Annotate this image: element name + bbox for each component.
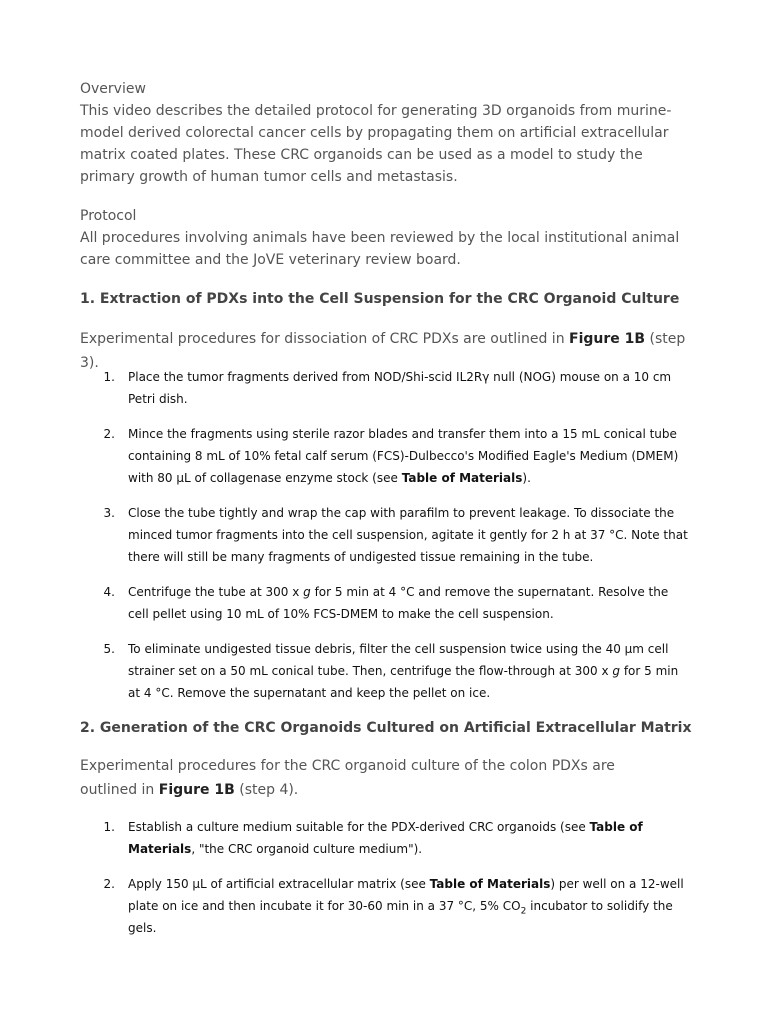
step-text: ). — [522, 471, 531, 485]
step-number: 4. — [103, 585, 115, 599]
step-text: Apply 150 µL of artificial extracellular matrix (see — [128, 877, 430, 891]
step-text: , "the CRC organoid culture medium"). — [191, 842, 423, 856]
step-text: Mince the fragments using sterile razor blades and transfer them into a 15 mL conical tube containing 8 mL of 10% fetal calf serum (FCS)-Dulbecco's Modified Eagle's Medium (DMEM) with 80 µL of collagenase enzyme stock (see — [128, 427, 679, 485]
step-number: 2. — [103, 427, 115, 441]
overview-text: This video describes the detailed protocol for generating 3D organoids from murine-model derived colorectal cancer cells by propagating them on artificial extracellular matrix coated plates. These CRC organoids can be used as a model to study the primary growth of human tumor cells and metastasis. — [80, 103, 672, 185]
step-number: 5. — [103, 642, 115, 656]
step-bold-text: Table of Materials — [401, 471, 523, 485]
step-text: ) per well on a 12-well plate on ice and then incubate it for 30-60 min in a 37 °C, 5% CO — [128, 877, 684, 913]
section-2-steps — [80, 816, 690, 952]
step-text: Centrifuge the tube at 300 x — [128, 585, 304, 599]
step-italic-text: g — [612, 664, 620, 678]
step-text: incubator to solidify the gels. — [128, 899, 673, 935]
section-1-heading: 1. Extraction of PDXs into the Cell Suspension for the CRC Organoid Culture — [80, 291, 680, 307]
step-number: 1. — [103, 820, 115, 834]
step-text: Close the tube tightly and wrap the cap with parafilm to prevent leakage. To dissociate the minced tumor fragments into the cell suspension, agitate it gently for 2 h at 37 °C. Note that there will still be many fragments of undigested tissue remaining in the tube. — [128, 506, 688, 564]
step-number: 1. — [103, 370, 115, 384]
protocol-label: Protocol — [80, 208, 137, 224]
section-2-intro — [80, 754, 668, 802]
step-item — [103, 816, 690, 860]
step-item — [103, 638, 690, 704]
step-item — [103, 423, 690, 489]
step-item — [103, 873, 690, 939]
section-1-intro-text: Experimental procedures for dissociation of CRC PDXs are outlined in — [80, 331, 570, 347]
section-1-intro-suffix: (step 3). — [80, 331, 686, 371]
figure-ref: Figure 1B — [158, 782, 235, 798]
step-item — [103, 502, 690, 568]
protocol-text: All procedures involving animals have been reviewed by the local institutional animal care committee and the JoVE veterinary review board. — [80, 230, 680, 268]
step-italic-text: g — [303, 585, 311, 599]
overview-label: Overview — [80, 81, 146, 97]
section-1-steps — [80, 366, 690, 717]
step-bold-text: Table of Materials — [128, 820, 643, 856]
step-item — [103, 366, 690, 410]
section-2-heading: 2. Generation of the CRC Organoids Cultured on Artificial Extracellular Matrix — [80, 720, 692, 736]
step-subscript: 2 — [520, 906, 527, 917]
step-text: for 5 min at 4 °C and remove the supernatant. Resolve the cell pellet using 10 mL of 10% FCS-DMEM to make the cell suspension. — [128, 585, 669, 621]
step-text: To eliminate undigested tissue debris, filter the cell suspension twice using the 40 µm cell strainer set on a 50 mL conical tube. Then, centrifuge the flow-through at 300 x — [128, 642, 669, 678]
step-number: 3. — [103, 506, 115, 520]
figure-ref: Figure 1B — [569, 331, 646, 347]
step-text: for 5 min at 4 °C. Remove the supernatant and keep the pellet on ice. — [128, 664, 679, 700]
section-2-intro-text: Experimental procedures for the CRC organoid culture of the colon PDXs are outlined in — [80, 758, 615, 798]
step-bold-text: Table of Materials — [429, 877, 551, 891]
step-text: Establish a culture medium suitable for the PDX-derived CRC organoids (see — [128, 820, 590, 834]
step-number: 2. — [103, 877, 115, 891]
section-2-intro-suffix: (step 4). — [234, 782, 299, 798]
step-item — [103, 581, 690, 625]
step-text: Place the tumor fragments derived from NOD/Shi-scid IL2Rγ null (NOG) mouse on a 10 cm Petri dish. — [128, 370, 672, 406]
